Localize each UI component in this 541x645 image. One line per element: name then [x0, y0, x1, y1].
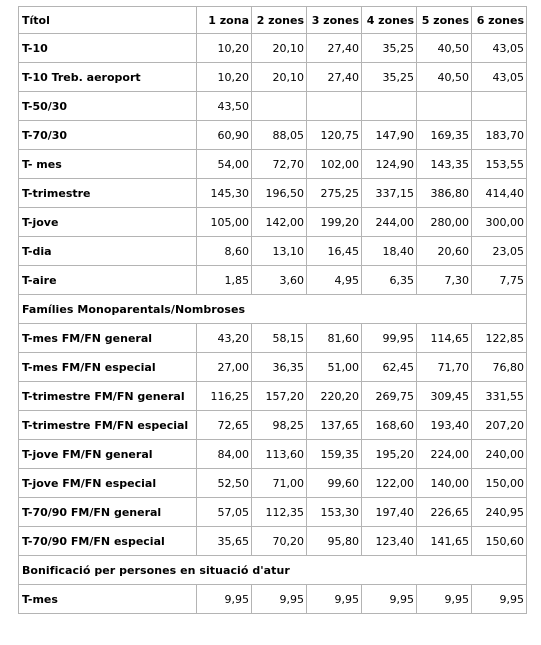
- price-zone-5: 143,35: [417, 150, 472, 179]
- price-zone-6: 150,00: [472, 469, 527, 498]
- price-zone-1: 10,20: [197, 63, 252, 92]
- price-zone-2: 20,10: [252, 34, 307, 63]
- price-zone-1: 145,30: [197, 179, 252, 208]
- price-zone-5: [417, 92, 472, 121]
- table-row: [19, 237, 527, 266]
- ticket-name: T-trimestre FM/FN especial: [19, 411, 197, 440]
- table-row: [19, 63, 527, 92]
- table-row: [19, 150, 527, 179]
- price-zone-6: 153,55: [472, 150, 527, 179]
- section-title: Famílies Monoparentals/Nombroses: [19, 295, 527, 324]
- price-zone-1: 9,95: [197, 585, 252, 614]
- price-zone-4: [362, 92, 417, 121]
- price-zone-4: 62,45: [362, 353, 417, 382]
- price-zone-3: 120,75: [307, 121, 362, 150]
- ticket-name: T-trimestre FM/FN general: [19, 382, 197, 411]
- price-zone-2: 20,10: [252, 63, 307, 92]
- price-zone-6: 122,85: [472, 324, 527, 353]
- table-row: [19, 527, 527, 556]
- price-zone-2: 13,10: [252, 237, 307, 266]
- price-zone-4: 269,75: [362, 382, 417, 411]
- price-zone-3: 27,40: [307, 63, 362, 92]
- price-zone-5: 309,45: [417, 382, 472, 411]
- table-row: [19, 121, 527, 150]
- fare-table-container: [18, 6, 527, 614]
- price-zone-1: 116,25: [197, 382, 252, 411]
- price-zone-6: 23,05: [472, 237, 527, 266]
- ticket-name: T-dia: [19, 237, 197, 266]
- price-zone-5: 226,65: [417, 498, 472, 527]
- price-zone-2: [252, 92, 307, 121]
- price-zone-2: 196,50: [252, 179, 307, 208]
- table-row: [19, 440, 527, 469]
- price-zone-2: 36,35: [252, 353, 307, 382]
- price-zone-5: 224,00: [417, 440, 472, 469]
- ticket-name: T-50/30: [19, 92, 197, 121]
- price-zone-4: 35,25: [362, 63, 417, 92]
- price-zone-4: 195,20: [362, 440, 417, 469]
- price-zone-1: 72,65: [197, 411, 252, 440]
- fare-table: [18, 6, 527, 614]
- price-zone-3: 275,25: [307, 179, 362, 208]
- ticket-name: T-aire: [19, 266, 197, 295]
- header-zone-3: 3 zones: [307, 7, 362, 34]
- price-zone-5: 20,60: [417, 237, 472, 266]
- price-zone-3: 95,80: [307, 527, 362, 556]
- ticket-name: T- mes: [19, 150, 197, 179]
- price-zone-5: 169,35: [417, 121, 472, 150]
- price-zone-5: 386,80: [417, 179, 472, 208]
- price-zone-6: 150,60: [472, 527, 527, 556]
- price-zone-1: 1,85: [197, 266, 252, 295]
- price-zone-5: 114,65: [417, 324, 472, 353]
- price-zone-3: 9,95: [307, 585, 362, 614]
- price-zone-6: 240,00: [472, 440, 527, 469]
- price-zone-1: 84,00: [197, 440, 252, 469]
- table-row: [19, 353, 527, 382]
- table-row: [19, 469, 527, 498]
- section-title: Bonificació per persones en situació d'atur: [19, 556, 527, 585]
- price-zone-3: 159,35: [307, 440, 362, 469]
- price-zone-5: 40,50: [417, 34, 472, 63]
- table-row: [19, 179, 527, 208]
- price-zone-4: 197,40: [362, 498, 417, 527]
- price-zone-3: 27,40: [307, 34, 362, 63]
- header-zone-1: 1 zona: [197, 7, 252, 34]
- price-zone-1: 52,50: [197, 469, 252, 498]
- table-row: [19, 266, 527, 295]
- price-zone-1: 8,60: [197, 237, 252, 266]
- price-zone-2: 157,20: [252, 382, 307, 411]
- table-body: [19, 34, 527, 614]
- price-zone-6: [472, 92, 527, 121]
- price-zone-6: 9,95: [472, 585, 527, 614]
- price-zone-5: 40,50: [417, 63, 472, 92]
- ticket-name: T-jove FM/FN especial: [19, 469, 197, 498]
- price-zone-5: 71,70: [417, 353, 472, 382]
- price-zone-3: 51,00: [307, 353, 362, 382]
- section-row: [19, 556, 527, 585]
- header-zone-2: 2 zones: [252, 7, 307, 34]
- price-zone-3: 16,45: [307, 237, 362, 266]
- price-zone-2: 113,60: [252, 440, 307, 469]
- price-zone-5: 193,40: [417, 411, 472, 440]
- ticket-name: T-10: [19, 34, 197, 63]
- price-zone-3: 137,65: [307, 411, 362, 440]
- table-row: [19, 208, 527, 237]
- ticket-name: T-10 Treb. aeroport: [19, 63, 197, 92]
- price-zone-2: 72,70: [252, 150, 307, 179]
- price-zone-1: 10,20: [197, 34, 252, 63]
- price-zone-6: 240,95: [472, 498, 527, 527]
- table-row: [19, 34, 527, 63]
- section-row: [19, 295, 527, 324]
- price-zone-6: 43,05: [472, 34, 527, 63]
- price-zone-5: 280,00: [417, 208, 472, 237]
- price-zone-3: [307, 92, 362, 121]
- price-zone-3: 99,60: [307, 469, 362, 498]
- price-zone-2: 71,00: [252, 469, 307, 498]
- price-zone-2: 88,05: [252, 121, 307, 150]
- price-zone-3: 220,20: [307, 382, 362, 411]
- price-zone-4: 35,25: [362, 34, 417, 63]
- header-zone-6: 6 zones: [472, 7, 527, 34]
- ticket-name: T-70/90 FM/FN especial: [19, 527, 197, 556]
- ticket-name: T-jove FM/FN general: [19, 440, 197, 469]
- price-zone-2: 3,60: [252, 266, 307, 295]
- price-zone-4: 244,00: [362, 208, 417, 237]
- price-zone-5: 7,30: [417, 266, 472, 295]
- ticket-name: T-trimestre: [19, 179, 197, 208]
- price-zone-4: 18,40: [362, 237, 417, 266]
- ticket-name: T-mes FM/FN especial: [19, 353, 197, 382]
- table-row: [19, 382, 527, 411]
- table-row: [19, 324, 527, 353]
- price-zone-6: 183,70: [472, 121, 527, 150]
- price-zone-3: 102,00: [307, 150, 362, 179]
- price-zone-5: 140,00: [417, 469, 472, 498]
- price-zone-3: 4,95: [307, 266, 362, 295]
- price-zone-4: 122,00: [362, 469, 417, 498]
- price-zone-1: 43,20: [197, 324, 252, 353]
- price-zone-2: 9,95: [252, 585, 307, 614]
- price-zone-1: 35,65: [197, 527, 252, 556]
- price-zone-3: 199,20: [307, 208, 362, 237]
- price-zone-6: 43,05: [472, 63, 527, 92]
- ticket-name: T-70/90 FM/FN general: [19, 498, 197, 527]
- price-zone-4: 168,60: [362, 411, 417, 440]
- ticket-name: T-jove: [19, 208, 197, 237]
- price-zone-6: 300,00: [472, 208, 527, 237]
- price-zone-1: 105,00: [197, 208, 252, 237]
- table-header-row: [19, 7, 527, 34]
- table-row: [19, 411, 527, 440]
- price-zone-1: 27,00: [197, 353, 252, 382]
- table-row: [19, 585, 527, 614]
- price-zone-4: 337,15: [362, 179, 417, 208]
- price-zone-2: 58,15: [252, 324, 307, 353]
- price-zone-4: 9,95: [362, 585, 417, 614]
- price-zone-1: 60,90: [197, 121, 252, 150]
- price-zone-4: 99,95: [362, 324, 417, 353]
- price-zone-1: 54,00: [197, 150, 252, 179]
- price-zone-6: 331,55: [472, 382, 527, 411]
- price-zone-4: 124,90: [362, 150, 417, 179]
- header-title: Títol: [19, 7, 197, 34]
- price-zone-4: 147,90: [362, 121, 417, 150]
- price-zone-6: 207,20: [472, 411, 527, 440]
- price-zone-2: 98,25: [252, 411, 307, 440]
- price-zone-1: 43,50: [197, 92, 252, 121]
- ticket-name: T-mes FM/FN general: [19, 324, 197, 353]
- ticket-name: T-70/30: [19, 121, 197, 150]
- header-zone-5: 5 zones: [417, 7, 472, 34]
- price-zone-6: 414,40: [472, 179, 527, 208]
- price-zone-6: 7,75: [472, 266, 527, 295]
- price-zone-2: 70,20: [252, 527, 307, 556]
- ticket-name: T-mes: [19, 585, 197, 614]
- table-row: [19, 498, 527, 527]
- price-zone-3: 153,30: [307, 498, 362, 527]
- price-zone-6: 76,80: [472, 353, 527, 382]
- price-zone-4: 123,40: [362, 527, 417, 556]
- table-row: [19, 92, 527, 121]
- price-zone-2: 142,00: [252, 208, 307, 237]
- price-zone-3: 81,60: [307, 324, 362, 353]
- price-zone-1: 57,05: [197, 498, 252, 527]
- price-zone-5: 9,95: [417, 585, 472, 614]
- price-zone-5: 141,65: [417, 527, 472, 556]
- header-zone-4: 4 zones: [362, 7, 417, 34]
- price-zone-2: 112,35: [252, 498, 307, 527]
- price-zone-4: 6,35: [362, 266, 417, 295]
